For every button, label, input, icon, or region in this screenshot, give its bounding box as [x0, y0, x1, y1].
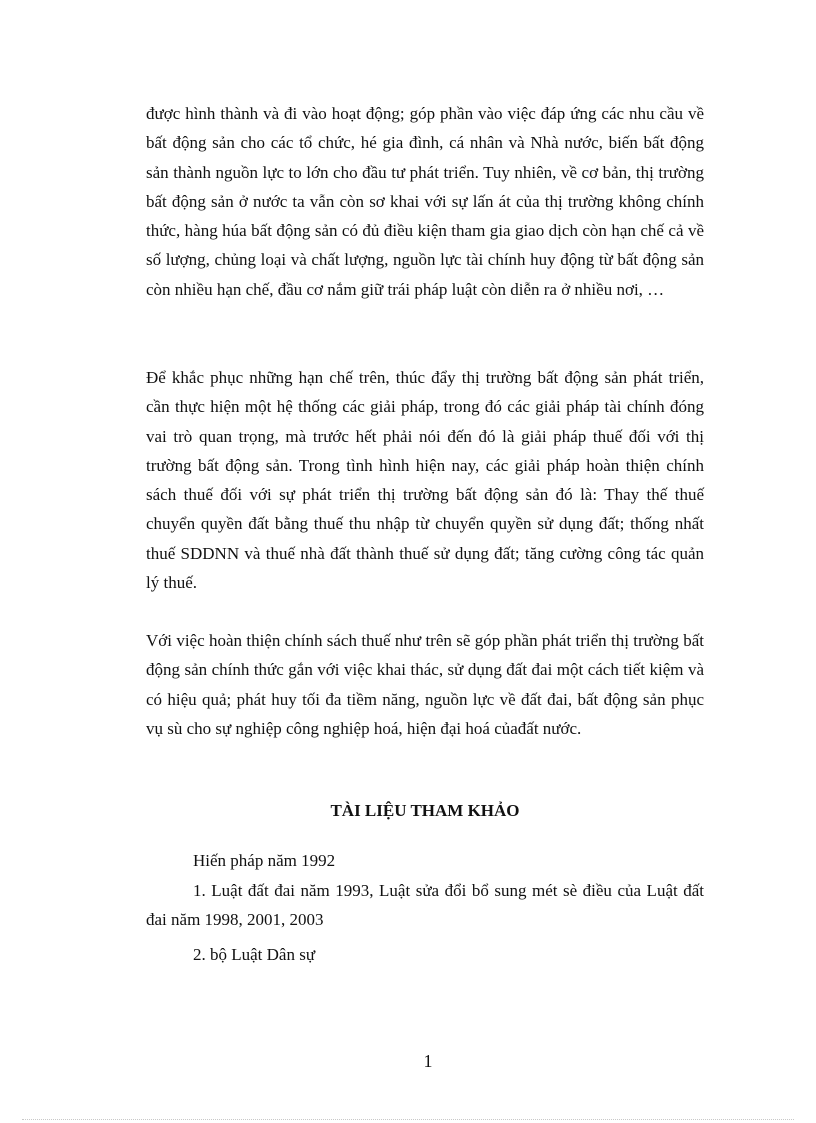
reference-item-3: 2. bộ Luật Dân sự: [193, 945, 316, 964]
reference-item-2: 1. Luật đất đai năm 1993, Luật sửa đổi bổ sung mét sè điều của Luật đất đai năm 1998, 2001, 2003: [146, 881, 704, 930]
body-paragraph-2: Để khắc phục những hạn chế trên, thúc đẩy thị trường bất động sản phát triển, cần thực hiện một hệ thống các giải pháp, trong đó các giải pháp tài chính đóng vai trò quan trọng, mà trước hết phải nói đến đó là giải pháp thuế đối với thị trường bất động sản. Trong tình hình hiện nay, các giải pháp hoàn thiện chính sách thuế đối với sự phát triển thị trường bất động sản đó là: Thay thế thuế chuyển quyền đất bằng thuế thu nhập từ chuyển quyền sử dụng đất; thống nhất thuế SDDNN và thuế nhà đất thành thuế sử dụng đất; tăng cường công tác quản lý thuế.: [146, 368, 704, 593]
references-heading: TÀI LIỆU THAM KHẢO: [330, 801, 520, 820]
body-paragraph-3: Với việc hoàn thiện chính sách thuế như trên sẽ góp phần phát triển thị trường bất động sản chính thức gắn với việc khai thác, sử dụng đất đai một cách tiết kiệm và có hiệu quả; phát huy tối đa tiềm năng, nguồn lực về đất đai, bất động sản phục vụ sù cho sự nghiệp công nghiệp hoá, hiện đại hoá củađất nước.: [146, 631, 704, 738]
page-number: 1: [423, 1051, 433, 1071]
reference-item-1: Hiến pháp năm 1992: [193, 851, 336, 870]
body-paragraph-1: được hình thành và đi vào hoạt động; góp phần vào việc đáp ứng các nhu cầu về bất động sản cho các tổ chức, hé gia đình, cá nhân và Nhà nước, biến bất động sản thành nguồn lực to lớn cho đầu tư phát triển. Tuy nhiên, về cơ bản, thị trường bất động sản ở nước ta vẫn còn sơ khai với sự lấn át của thị trường không chính thức, hàng húa bất động sản có đủ điều kiện tham gia giao dịch còn hạn chế cả về số lượng, chủng loại và chất lượng, nguồn lực tài chính huy động từ bất động sản còn nhiều hạn chế, đầu cơ nắm giữ trái pháp luật còn diễn ra ở nhiều nơi, …: [146, 104, 704, 299]
page-bottom-divider: [22, 1119, 794, 1120]
